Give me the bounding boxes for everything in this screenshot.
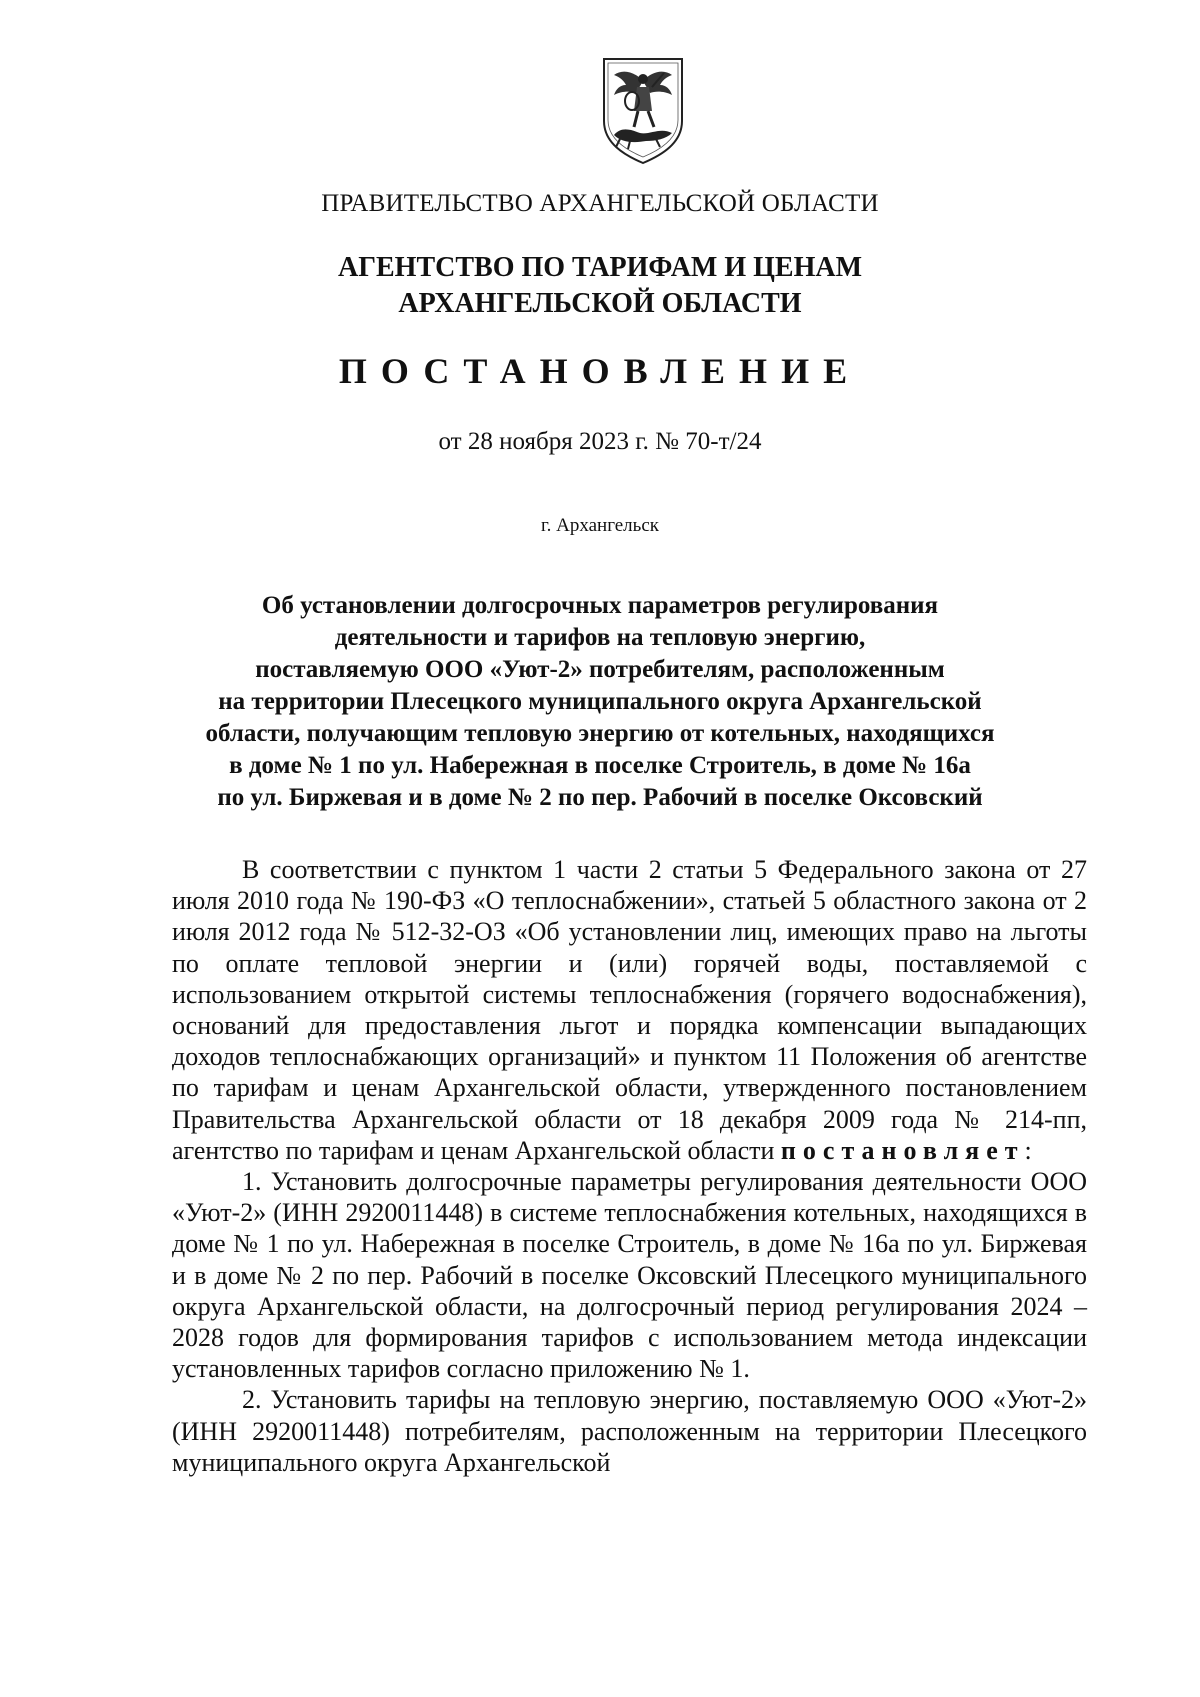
document-body: [172, 854, 1087, 1478]
agency-heading-line2: АРХАНГЕЛЬСКОЙ ОБЛАСТИ: [398, 288, 802, 319]
resolves-word: постановляет: [780, 1135, 1025, 1165]
document-title: [0, 590, 1200, 814]
item-2-paragraph: 2. Установить тарифы на тепловую энергию, поставляемую ООО «Уют-2» (ИНН 2920011448) потребителям, расположенным на территории Плесецкого муниципального округа Архангельской: [172, 1385, 1087, 1477]
date-number: от 28 ноября 2023 г. № 70-т/24: [438, 428, 762, 455]
coat-of-arms-icon: [600, 55, 686, 165]
title-line: поставляемую ООО «Уют-2» потребителям, расположенным: [255, 656, 945, 683]
title-line: деятельности и тарифов на тепловую энергию,: [334, 624, 866, 651]
title-line: по ул. Биржевая и в доме № 2 по пер. Рабочий в поселке Оксовский: [217, 784, 983, 811]
title-line: на территории Плесецкого муниципального округа Архангельской: [218, 688, 982, 715]
title-line: Об установлении долгосрочных параметров регулирования: [261, 592, 939, 619]
title-line: области, получающим тепловую энергию от котельных, находящихся: [205, 720, 995, 747]
government-heading: ПРАВИТЕЛЬСТВО АРХАНГЕЛЬСКОЙ ОБЛАСТИ: [321, 190, 879, 217]
resolves-colon: :: [1024, 1135, 1032, 1165]
agency-heading: [0, 250, 1200, 322]
city: г. Архангельск: [540, 515, 659, 536]
preamble-paragraph: [172, 854, 1087, 1166]
item-1-paragraph: 1. Установить долгосрочные параметры регулирования деятельности ООО «Уют-2» (ИНН 2920011448) в системе теплоснабжения котельных, находящихся в доме № 1 по ул. Набережная в поселке Строитель, в доме № 16а по ул. Биржевая и в доме № 2 по пер. Рабочий в поселке Оксовский Плесецкого муниципального округа Архангельской области, на долгосрочный период регулирования 2024 – 2028 годов для формирования тарифов с использованием метода индексации установленных тарифов согласно приложению № 1.: [172, 1167, 1087, 1384]
agency-heading-line1: АГЕНТСТВО ПО ТАРИФАМ И ЦЕНАМ: [337, 252, 863, 283]
title-line: в доме № 1 по ул. Набережная в поселке Строитель, в доме № 16а: [229, 752, 971, 779]
document-type: ПОСТАНОВЛЕНИЕ: [338, 351, 862, 391]
preamble-text: В соответствии с пунктом 1 части 2 статьи 5 Федерального закона от 27 июля 2010 года № 190-ФЗ «О теплоснабжении», статьей 5 областного закона от 2 июля 2012 года № 512-32-ОЗ «Об установлении лиц, имеющих право на льготы по оплате тепловой энергии и (или) горячей воды, поставляемой с использованием открытой системы теплоснабжения (горячего водоснабжения), оснований для предоставления льгот и порядка компенсации выпадающих доходов теплоснабжающих организаций» и пунктом 11 Положения об агентстве по тарифам и ценам Архангельской области, утвержденного постановлением Правительства Архангельской области от 18 декабря 2009 года № 214-пп, агентство по тарифам и ценам Архангельской области: [172, 855, 1087, 1165]
